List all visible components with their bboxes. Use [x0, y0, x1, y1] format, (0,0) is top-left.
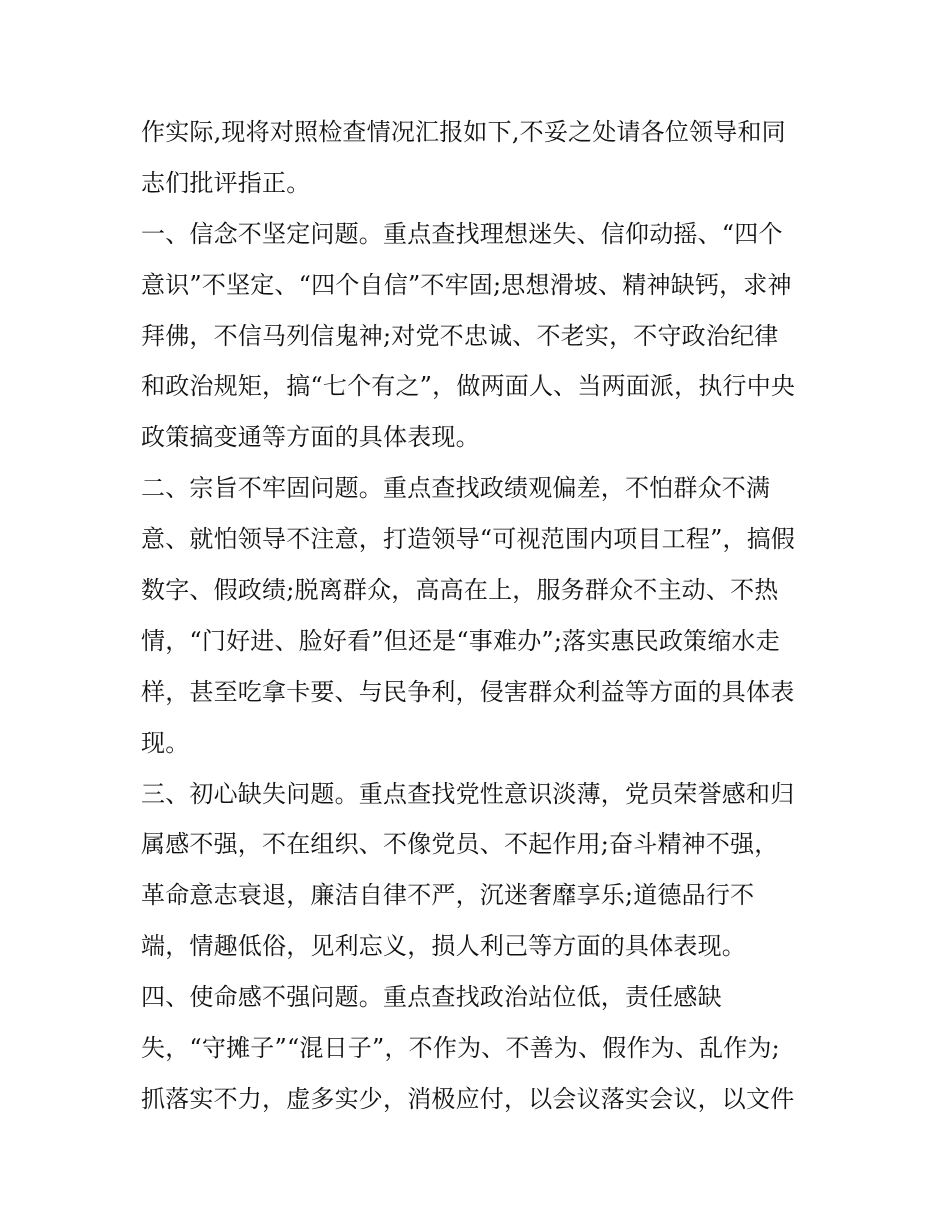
text-line: 政策搞变通等方面的具体表现。	[141, 423, 480, 452]
text-line: 意、就怕领导不注意，打造领导“可视范围内项目工程”，搞假	[141, 525, 796, 554]
text-line: 一、信念不坚定问题。重点查找理想迷失、信仰动摇、“四个	[141, 219, 783, 248]
text-line: 四、使命感不强问题。重点查找政治站位低，责任感缺	[141, 983, 722, 1012]
text-line: 拜佛，不信马列信鬼神;对党不忠诚、不老实，不守政治纪律	[141, 321, 779, 350]
text-line: 作实际,现将对照检查情况汇报如下,不妥之处请各位领导和同	[141, 118, 786, 146]
text-line: 和政治规矩，搞“七个有之”，做两面人、当两面派，执行中央	[141, 372, 796, 401]
text-line: 数字、假政绩;脱离群众，高高在上，服务群众不主动、不热	[141, 576, 779, 605]
text-line: 意识”不坚定、“四个自信”不牢固;思想滑坡、精神缺钙，求神	[141, 270, 792, 299]
text-line: 二、宗旨不牢固问题。重点查找政绩观偏差，不怕群众不满	[141, 474, 771, 503]
text-line: 志们批评指正。	[141, 168, 311, 197]
text-line: 样，甚至吃拿卡要、与民争利，侵害群众利益等方面的具体表	[141, 677, 795, 706]
text-line: 情，“门好进、脸好看”但还是“事难办”;落实惠民政策缩水走	[141, 626, 780, 655]
text-line: 抓落实不力，虚多实少，消极应付，以会议落实会议，以文件	[141, 1084, 795, 1113]
document-body	[141, 107, 821, 1125]
text-line: 失，“守摊子”“混日子”，不作为、不善为、假作为、乱作为;	[141, 1034, 780, 1063]
text-line: 三、初心缺失问题。重点查找党性意识淡薄，党员荣誉感和归	[141, 779, 795, 808]
text-line: 现。	[141, 728, 190, 757]
text-line: 革命意志衰退，廉洁自律不严，沉迷奢靡享乐;道德品行不	[141, 881, 755, 910]
text-line: 属感不强，不在组织、不像党员、不起作用;奋斗精神不强，	[141, 830, 779, 859]
text-line: 端，情趣低俗，见利忘义，损人利己等方面的具体表现。	[141, 932, 746, 961]
